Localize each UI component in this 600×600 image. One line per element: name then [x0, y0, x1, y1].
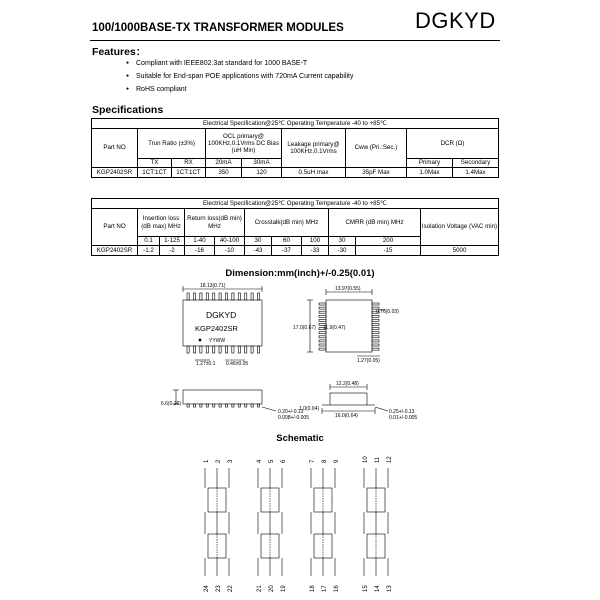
package-pin	[257, 404, 259, 407]
package-pin	[187, 293, 189, 300]
side-lead-label: 0.76(0.03)	[376, 309, 399, 315]
package-pin	[372, 336, 379, 338]
table-cell: 1CT:1CT	[138, 168, 172, 178]
table1-leakage-header: Leakage primary@ 100KHz,0.1Vrms	[282, 129, 346, 168]
package-pin	[251, 404, 253, 407]
marking-code: YYWW	[209, 338, 226, 344]
table1-ocl-30-header: 30mA	[242, 159, 282, 168]
package-pin	[225, 293, 227, 300]
pin-number-top: 11	[375, 456, 381, 463]
package-pin	[257, 293, 259, 300]
table-cell: 35pF Max	[346, 168, 407, 178]
table-cell: KGP2402SR	[92, 168, 138, 178]
table2-freq: 0.1	[138, 237, 160, 246]
page-title: 100/1000BASE-TX TRANSFORMER MODULES	[92, 22, 344, 34]
top-pin-width-label: 0.46±0.05	[226, 361, 249, 367]
package-pin	[238, 346, 240, 353]
pin-number-bottom: 18	[310, 585, 316, 592]
package-pin	[372, 348, 379, 350]
package-pin	[372, 324, 379, 326]
pin-number-top: 5	[269, 459, 275, 463]
table2-return-loss-header: Return loss(dB min) MHz	[185, 209, 245, 237]
schematic-diagram	[0, 448, 600, 600]
pin-number-top: 2	[216, 459, 222, 463]
pin-number-top: 4	[257, 459, 263, 463]
package-pin	[372, 344, 379, 346]
table2-freq: 200	[356, 237, 421, 246]
front-height-label: 6.6(0.26)	[161, 401, 182, 407]
package-pin	[319, 344, 326, 346]
spec-table-1	[91, 118, 499, 178]
package-pin	[206, 404, 208, 407]
table2-insertion-loss-header: Insertion loss (dB max) MHz	[138, 209, 185, 237]
package-pin	[200, 293, 202, 300]
table2-isolation-header: Isolation Voltage (VAC min)	[421, 209, 499, 246]
pin-number-bottom: 17	[322, 585, 328, 592]
pin-number-top: 1	[204, 459, 210, 463]
table2-freq: 1-125	[160, 237, 185, 246]
end-tol-1: 0.25+/-0.13	[389, 409, 415, 415]
pin-number-top: 3	[228, 459, 234, 463]
table2-freq: 1-40	[185, 237, 215, 246]
package-pin	[319, 336, 326, 338]
package-pin	[319, 348, 326, 350]
package-pin	[319, 307, 326, 309]
package-pin	[206, 346, 208, 353]
table-cell: -30	[329, 246, 356, 256]
package-pin	[319, 340, 326, 342]
package-pin	[225, 346, 227, 353]
table-cell: 1CT:1CT	[172, 168, 206, 178]
brand-logo: DGKYD	[415, 8, 496, 33]
pin-number-bottom: 21	[257, 585, 263, 592]
package-pin	[213, 293, 215, 300]
pin-number-bottom: 19	[281, 585, 287, 592]
table2-condition: Electrical Specification@25℃ Operating Temperature -40 to +85℃	[92, 199, 499, 209]
pin-number-top: 9	[334, 459, 340, 463]
end-top-label: 12.2(0.48)	[336, 381, 359, 387]
table-cell: KGP2402SR	[92, 246, 138, 256]
pin-number-bottom: 13	[387, 585, 393, 592]
pin-number-top: 8	[322, 459, 328, 463]
table2-part-header: Part NO	[92, 209, 138, 246]
table2-freq: 40-100	[215, 237, 245, 246]
front-tol-1: 0.20+/-0.13	[278, 409, 304, 415]
package-pin	[251, 293, 253, 300]
package-pin	[245, 346, 247, 353]
package-pin	[319, 311, 326, 313]
table1-condition: Electrical Specification@25℃ Operating Temperature -40 to +85℃	[92, 119, 499, 129]
end-view	[322, 384, 388, 414]
table2-freq: 30	[329, 237, 356, 246]
table2-freq: 60	[272, 237, 302, 246]
table-cell: -16	[185, 246, 215, 256]
header-divider	[90, 40, 500, 41]
top-view	[183, 286, 262, 360]
package-pin	[193, 404, 195, 407]
table-cell: 0.5uH max	[282, 168, 346, 178]
table-row	[92, 168, 499, 178]
table-cell: -33	[302, 246, 329, 256]
package-pin	[213, 346, 215, 353]
pin-number-bottom: 15	[363, 585, 369, 592]
package-pin	[372, 319, 379, 321]
side-width-label: 13.97(0.55)	[335, 286, 361, 292]
package-pin	[372, 332, 379, 334]
package-pin	[319, 303, 326, 305]
side-view	[307, 289, 385, 356]
dimension-drawings	[0, 280, 600, 432]
end-bottom-label: 16.0(0.64)	[335, 413, 358, 419]
table2-crosstalk-header: Crosstalk(dB min) MHz	[245, 209, 329, 237]
package-pin	[319, 319, 326, 321]
table-cell: 350	[206, 168, 242, 178]
package-pin	[219, 293, 221, 300]
package-pin	[213, 404, 215, 407]
transformer-channel	[311, 468, 335, 576]
table-cell: -1.2	[138, 246, 160, 256]
side-height-inner-label: 11.9(0.47)	[323, 325, 346, 331]
table1-rx-header: RX	[172, 159, 206, 168]
table2-freq: 30	[245, 237, 272, 246]
package-pin	[193, 293, 195, 300]
table-cell: -43	[245, 246, 272, 256]
package-pin	[245, 404, 247, 407]
package-pin	[200, 346, 202, 353]
side-height-outer-label: 17.0(0.67)	[293, 325, 316, 331]
pin-number-top: 6	[281, 459, 287, 463]
package-pin	[238, 404, 240, 407]
pin1-marker	[199, 339, 202, 342]
package-pin	[206, 293, 208, 300]
table1-primary-header: Primary	[407, 159, 453, 168]
table1-cww-header: Cww (Pri.:Sec.)	[346, 129, 407, 168]
package-pin	[238, 293, 240, 300]
table-cell: -37	[272, 246, 302, 256]
package-pin	[251, 346, 253, 353]
package-pin	[187, 346, 189, 353]
transformer-channel	[364, 468, 388, 576]
top-pitch-label: 1.27±0.1	[196, 361, 216, 367]
package-pin	[372, 315, 379, 317]
dimension-title: Dimension:mm(inch)+/-0.25(0.01)	[225, 268, 375, 279]
front-tol-2: 0.008+/-0.005	[278, 415, 309, 421]
table1-ocl-header: OCL primary@ 100KHz,0.1Vrms DC Bias (uH Min)	[206, 129, 282, 159]
pin-number-bottom: 22	[228, 585, 234, 592]
table1-tx-header: TX	[138, 159, 172, 168]
table-cell: -15	[356, 246, 421, 256]
front-view	[173, 390, 276, 411]
end-left-label: 1.0(0.04)	[299, 406, 320, 412]
transformer-channel	[205, 468, 229, 576]
pin-number-bottom: 24	[204, 585, 210, 592]
table1-ocl-20-header: 20mA	[206, 159, 242, 168]
marking-part: KGP2402SR	[195, 324, 238, 333]
table2-cmrr-header: CMRR (dB min) MHz	[329, 209, 421, 237]
package-pin	[219, 404, 221, 407]
marking-brand: DGKYD	[206, 310, 237, 320]
features-heading: Features：	[92, 46, 147, 58]
package-pin	[200, 404, 202, 407]
feature-item: ● RoHS compliant	[136, 86, 187, 93]
table-cell: 5000	[421, 246, 499, 256]
package-pin	[193, 346, 195, 353]
table-cell: 120	[242, 168, 282, 178]
table1-secondary-header: Secondary	[453, 159, 499, 168]
specifications-heading: Specifications	[92, 104, 164, 116]
table-cell: -10	[215, 246, 245, 256]
table2-freq: 100	[302, 237, 329, 246]
end-tol-2: 0.01+/-0.005	[389, 415, 418, 421]
table-cell: -2	[160, 246, 185, 256]
package-pin	[232, 346, 234, 353]
table-cell: 1.4Max	[453, 168, 499, 178]
package-pin	[372, 328, 379, 330]
pin-number-bottom: 16	[334, 585, 340, 592]
pin-number-top: 7	[310, 459, 316, 463]
table-row	[92, 246, 499, 256]
table1-part-header: Part NO	[92, 129, 138, 168]
package-pin	[257, 346, 259, 353]
package-pin	[245, 293, 247, 300]
spec-table-2	[91, 198, 499, 256]
package-pin	[372, 340, 379, 342]
package-pin	[319, 332, 326, 334]
package-pin	[372, 303, 379, 305]
package-pin	[187, 404, 189, 407]
package-pin	[232, 293, 234, 300]
pin-number-bottom: 23	[216, 585, 222, 592]
schematic-title: Schematic	[276, 433, 324, 444]
pin-number-top: 10	[363, 456, 369, 463]
table1-turns-ratio-header: Trun Ratio (±3%)	[138, 129, 206, 159]
feature-item: ● Suitable for End-span POE applications with 720mA Current capability	[136, 73, 354, 80]
table1-dcr-header: DCR (Ω)	[407, 129, 499, 159]
side-pitch-label: 1.27(0.05)	[357, 358, 380, 364]
package-pin	[225, 404, 227, 407]
package-pin	[319, 315, 326, 317]
package-pin	[232, 404, 234, 407]
package-pin	[219, 346, 221, 353]
top-width-label: 18.13(0.71)	[200, 283, 226, 289]
transformer-channel	[258, 468, 282, 576]
table-cell: 1.0Max	[407, 168, 453, 178]
pin-number-bottom: 14	[375, 585, 381, 592]
pin-number-bottom: 20	[269, 585, 275, 592]
feature-item: ● Compliant with IEEE802.3at standard for 1000 BASE-T	[136, 60, 307, 67]
pin-number-top: 12	[387, 456, 393, 463]
